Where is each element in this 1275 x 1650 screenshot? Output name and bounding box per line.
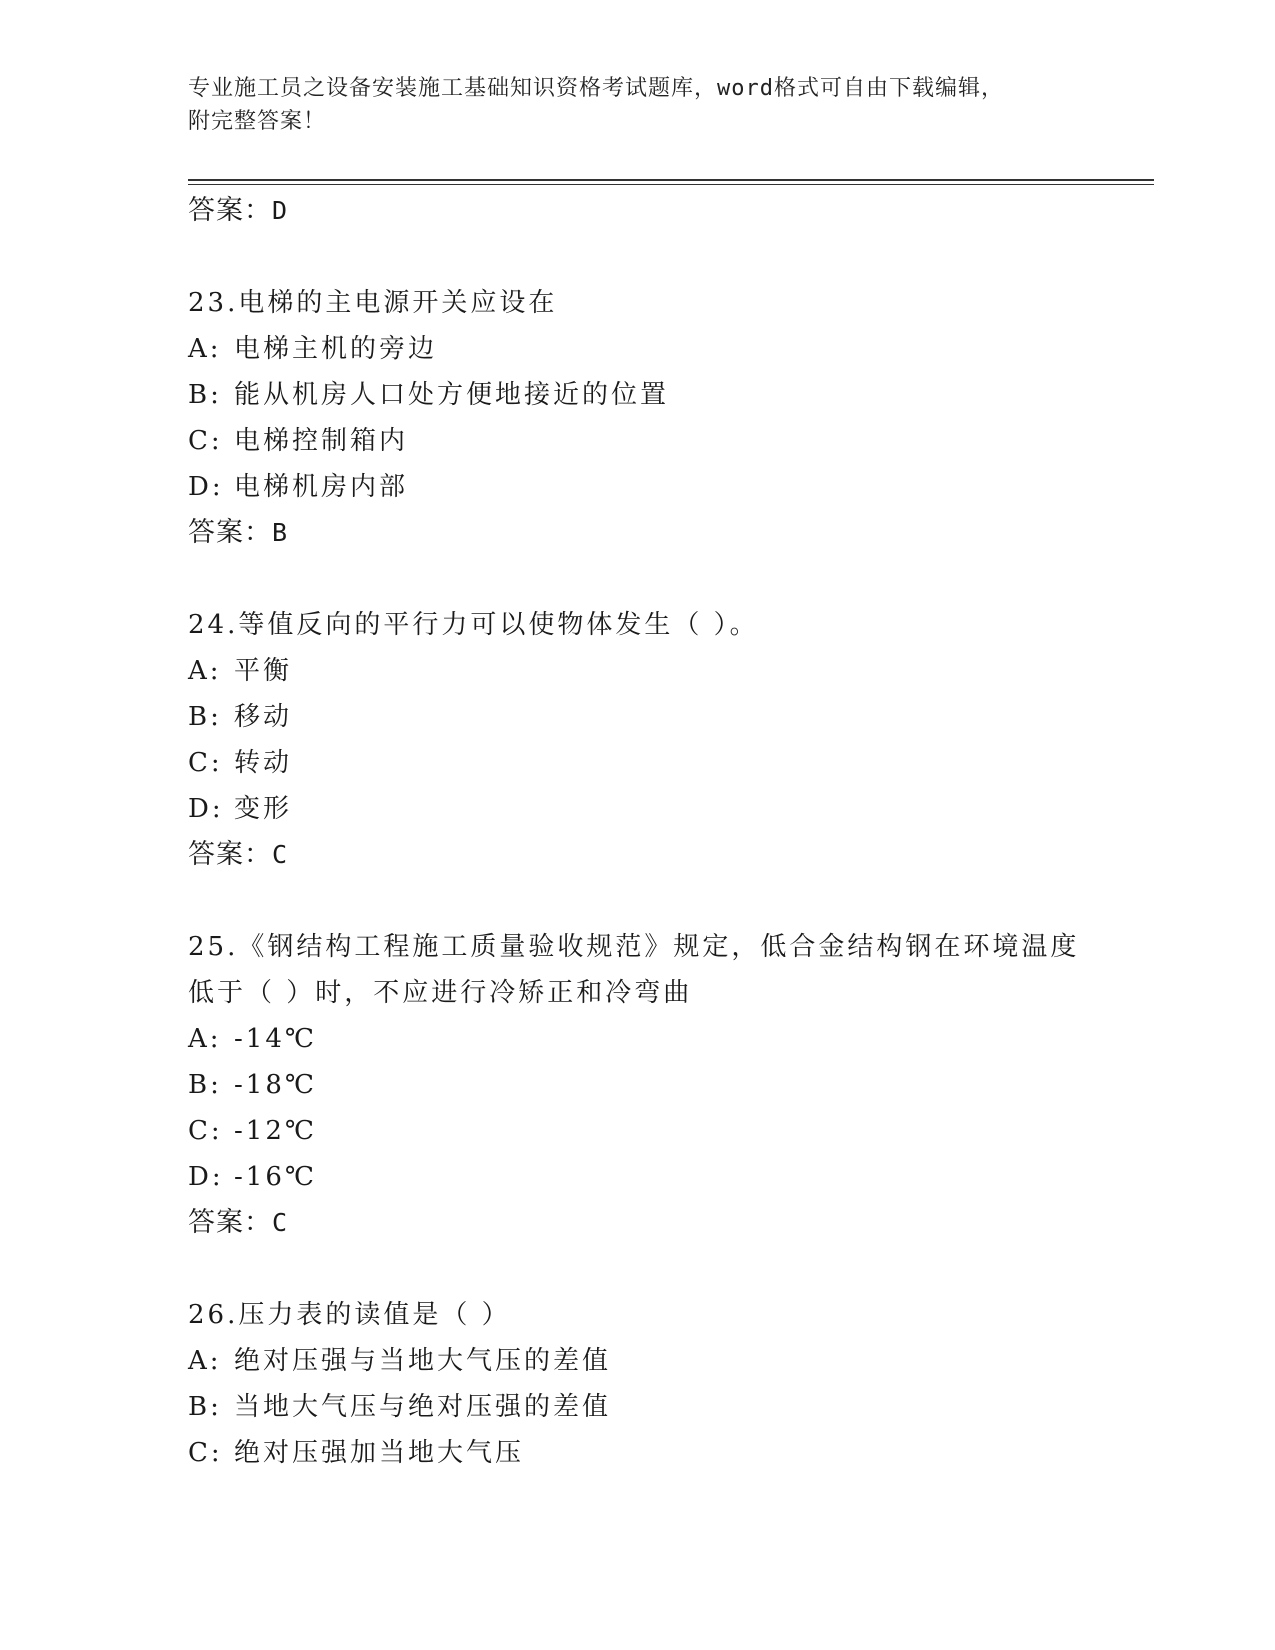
question-stem: 23.电梯的主电源开关应设在 bbox=[188, 288, 558, 318]
spacer bbox=[188, 556, 1148, 602]
option-text: 绝对压强加当地大气压 bbox=[234, 1438, 525, 1468]
option-text: 电梯机房内部 bbox=[234, 472, 409, 502]
option-text: 绝对压强与当地大气压的差值 bbox=[234, 1346, 612, 1376]
answer-value: B bbox=[272, 518, 289, 547]
option-label: C: bbox=[188, 1438, 223, 1468]
answer-prefix: 答案： bbox=[188, 195, 272, 226]
answer-line bbox=[188, 832, 1148, 878]
option-label: A: bbox=[188, 1024, 222, 1054]
option-label: D: bbox=[188, 794, 224, 824]
option-item bbox=[188, 1016, 1148, 1062]
question-block bbox=[188, 602, 1148, 924]
option-text: 电梯控制箱内 bbox=[234, 426, 409, 456]
option-item bbox=[188, 1430, 1148, 1476]
header-divider-thick bbox=[188, 179, 1154, 181]
option-item bbox=[188, 648, 1148, 694]
spacer bbox=[188, 1246, 1148, 1292]
option-label: B: bbox=[188, 1392, 222, 1422]
option-label: A: bbox=[188, 656, 222, 686]
question-block bbox=[188, 1292, 1148, 1476]
header-line-1: 专业施工员之设备安装施工基础知识资格考试题库，word格式可自由下载编辑， bbox=[188, 76, 1004, 101]
option-label: C: bbox=[188, 1116, 223, 1146]
answer-line bbox=[188, 188, 1148, 234]
option-item bbox=[188, 1384, 1148, 1430]
option-label: D: bbox=[188, 1162, 224, 1192]
question-stem: 26.压力表的读值是（ ） bbox=[188, 1300, 511, 1330]
option-text: -12℃ bbox=[234, 1116, 317, 1146]
option-label: A: bbox=[188, 334, 222, 364]
answer-value: C bbox=[272, 840, 289, 869]
option-text: 电梯主机的旁边 bbox=[234, 334, 438, 364]
answer-line bbox=[188, 1200, 1148, 1246]
option-text: -18℃ bbox=[234, 1070, 317, 1100]
option-text: 平衡 bbox=[234, 656, 293, 686]
question-block bbox=[188, 280, 1148, 602]
option-item bbox=[188, 1062, 1148, 1108]
option-item bbox=[188, 1154, 1148, 1200]
option-item bbox=[188, 372, 1148, 418]
option-item bbox=[188, 418, 1148, 464]
spacer bbox=[188, 234, 1148, 280]
question-stem: 25.《钢结构工程施工质量验收规范》规定，低合金结构钢在环境温度 bbox=[188, 932, 1080, 962]
question-stem: 24.等值反向的平行力可以使物体发生（ ）。 bbox=[188, 610, 759, 640]
option-label: C: bbox=[188, 426, 223, 456]
option-text: 当地大气压与绝对压强的差值 bbox=[234, 1392, 612, 1422]
spacer bbox=[188, 878, 1148, 924]
option-label: A: bbox=[188, 1346, 222, 1376]
option-item bbox=[188, 786, 1148, 832]
answer-prefix: 答案： bbox=[188, 839, 272, 870]
option-item bbox=[188, 740, 1148, 786]
option-label: B: bbox=[188, 1070, 222, 1100]
question-block bbox=[188, 924, 1148, 1292]
question-stem: 低于（ ）时，不应进行冷矫正和冷弯曲 bbox=[188, 978, 693, 1008]
option-item bbox=[188, 326, 1148, 372]
option-item bbox=[188, 694, 1148, 740]
option-text: -14℃ bbox=[234, 1024, 317, 1054]
option-text: 转动 bbox=[234, 748, 293, 778]
option-label: C: bbox=[188, 748, 223, 778]
header-divider-thin bbox=[188, 184, 1154, 185]
answer-prefix: 答案： bbox=[188, 517, 272, 548]
option-item bbox=[188, 464, 1148, 510]
option-text: -16℃ bbox=[234, 1162, 317, 1192]
header-line-2: 附完整答案！ bbox=[188, 109, 327, 134]
option-text: 变形 bbox=[234, 794, 293, 824]
document-header bbox=[188, 72, 1088, 138]
option-text: 能从机房人口处方便地接近的位置 bbox=[234, 380, 670, 410]
question-list bbox=[188, 188, 1148, 1476]
option-label: B: bbox=[188, 380, 222, 410]
answer-value: D bbox=[272, 196, 289, 225]
option-item bbox=[188, 1108, 1148, 1154]
option-item bbox=[188, 1338, 1148, 1384]
answer-line bbox=[188, 510, 1148, 556]
option-text: 移动 bbox=[234, 702, 293, 732]
option-label: B: bbox=[188, 702, 222, 732]
answer-value: C bbox=[272, 1208, 289, 1237]
option-label: D: bbox=[188, 472, 224, 502]
answer-prefix: 答案： bbox=[188, 1207, 272, 1238]
